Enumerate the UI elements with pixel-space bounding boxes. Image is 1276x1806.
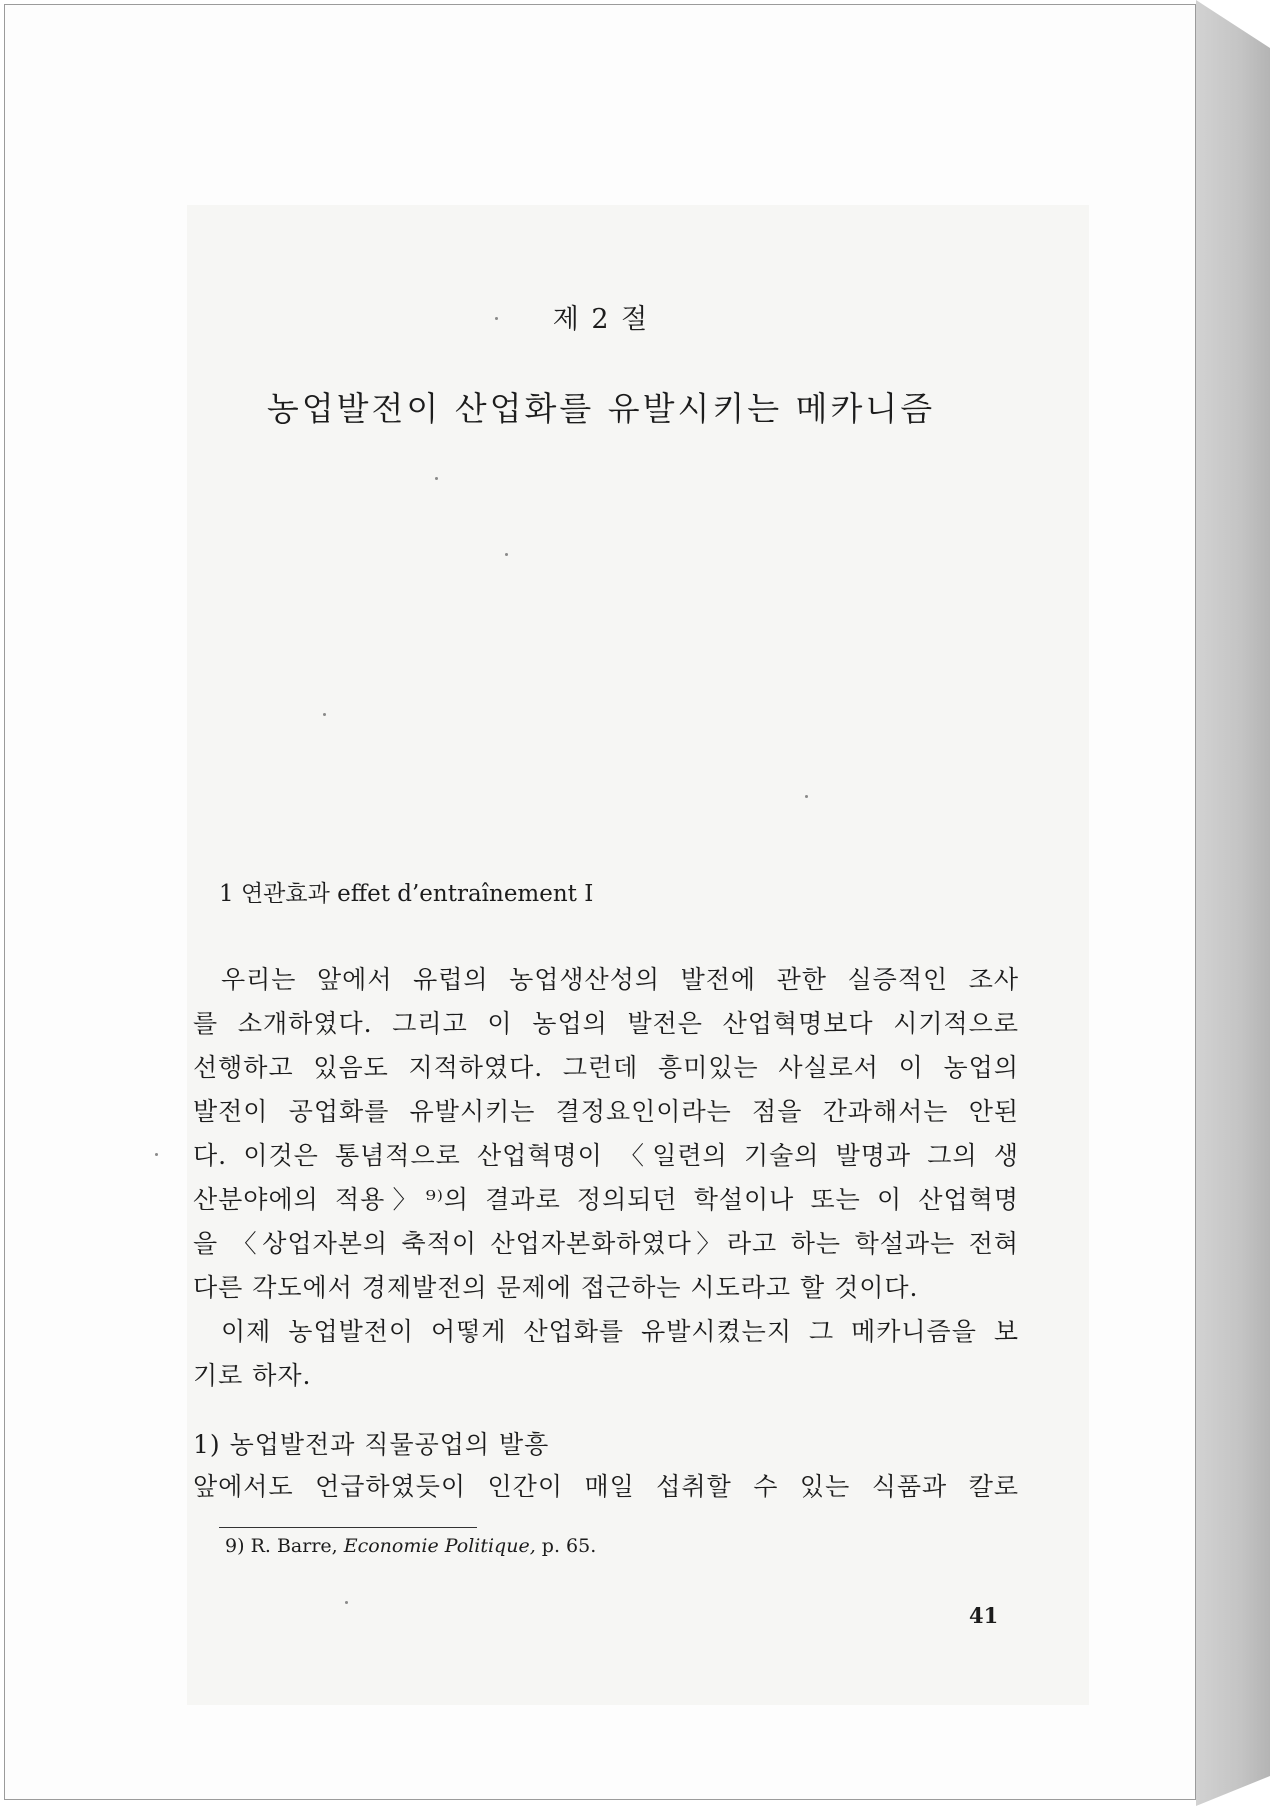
chapter-label: 제 2 절 — [552, 304, 650, 335]
body-line: 선행하고 있음도 지적하였다. 그런데 흥미있는 사실로서 이 농업의 — [193, 1053, 1019, 1082]
page-number: 41 — [969, 1603, 999, 1628]
body-line: 발전이 공업화를 유발시키는 결정요인이라는 점을 간과해서는 안된 — [193, 1097, 1019, 1126]
dust-speck — [155, 1153, 158, 1156]
footnote — [225, 1535, 596, 1557]
subsection-first-line: 앞에서도 언급하였듯이 인간이 매일 섭취할 수 있는 식품과 칼로 — [193, 1472, 1019, 1501]
body-line: 기로 하자. — [193, 1361, 312, 1390]
section-heading: 1 연관효과 effet d’entraînement Ⅰ — [219, 881, 594, 907]
chapter-title: 농업발전이 산업화를 유발시키는 메카니즘 — [266, 389, 936, 428]
body-line: 우리는 앞에서 유럽의 농업생산성의 발전에 관한 실증적인 조사 — [221, 965, 1019, 994]
dust-speck — [323, 713, 326, 716]
footnote-rule — [219, 1527, 477, 1528]
footnote-work: Economie Politique, — [343, 1535, 536, 1557]
footnote-marker: 9) — [225, 1535, 245, 1557]
dust-speck — [505, 553, 508, 556]
body-line: 산분야에의 적용〉⁹⁾의 결과로 정의되던 학설이나 또는 이 산업혁명 — [193, 1185, 1019, 1214]
body-line: 다른 각도에서 경제발전의 문제에 접근하는 시도라고 할 것이다. — [193, 1273, 919, 1302]
footnote-author: R. Barre, — [250, 1535, 338, 1557]
dust-speck — [345, 1601, 348, 1604]
body-line: 을 〈상업자본의 축적이 산업자본화하였다〉라고 하는 학설과는 전혀 — [193, 1229, 1019, 1258]
book-edge — [1196, 0, 1270, 1806]
dust-speck — [435, 477, 438, 480]
book-page — [4, 4, 1196, 1800]
body-line: 다. 이것은 통념적으로 산업혁명이 〈일련의 기술의 발명과 그의 생 — [193, 1141, 1019, 1170]
subsection-heading: 1) 농업발전과 직물공업의 발흥 — [193, 1430, 550, 1459]
body-line: 이제 농업발전이 어떻게 산업화를 유발시켰는지 그 메카니즘을 보 — [221, 1317, 1019, 1346]
dust-speck — [805, 795, 808, 798]
footnote-page: p. 65. — [541, 1535, 597, 1557]
body-line: 를 소개하였다. 그리고 이 농업의 발전은 산업혁명보다 시기적으로 — [193, 1009, 1019, 1038]
body-paragraph — [193, 958, 1019, 1398]
